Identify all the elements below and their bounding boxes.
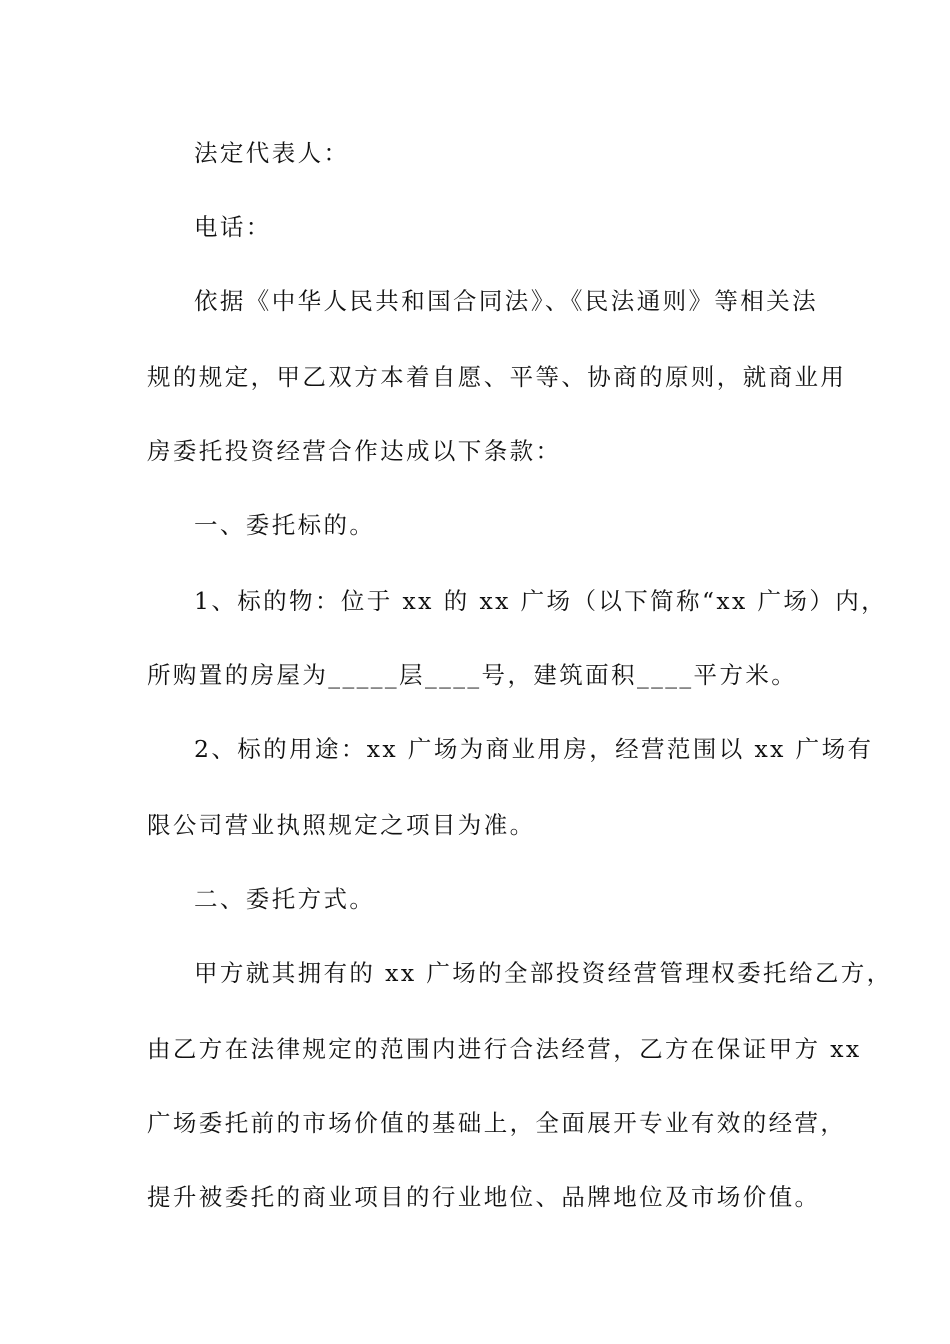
paragraph-line: 依据《中华人民共和国合同法》、《民法通则》等相关法	[194, 287, 818, 315]
paragraph-line: 规的规定，甲乙双方本着自愿、平等、协商的原则，就商业用	[147, 363, 847, 391]
paragraph-line: 房委托投资经营合作达成以下条款：	[147, 437, 562, 465]
paragraph-line: 限公司营业执照规定之项目为准。	[147, 811, 536, 839]
section-heading: 二、委托方式。	[194, 885, 376, 913]
paragraph-line: 甲方就其拥有的 xx 广场的全部投资经营管理权委托给乙方，	[194, 959, 893, 987]
paragraph-line: 广场委托前的市场价值的基础上，全面展开专业有效的经营，	[147, 1109, 847, 1137]
paragraph-line: 2、标的用途：xx 广场为商业用房，经营范围以 xx 广场有	[194, 735, 874, 763]
phone-label: 电话：	[194, 213, 272, 241]
paragraph-line: 由乙方在法律规定的范围内进行合法经营，乙方在保证甲方 xx	[147, 1035, 862, 1063]
section-heading: 一、委托标的。	[194, 511, 376, 539]
paragraph-line: 1、标的物：位于 xx 的 xx 广场（以下简称“xx 广场）内，	[194, 587, 888, 615]
legal-representative-label: 法定代表人：	[194, 139, 350, 167]
paragraph-line: 提升被委托的商业项目的行业地位、品牌地位及市场价值。	[147, 1183, 821, 1211]
paragraph-line: 所购置的房屋为_____层____号，建筑面积____平方米。	[147, 661, 798, 689]
